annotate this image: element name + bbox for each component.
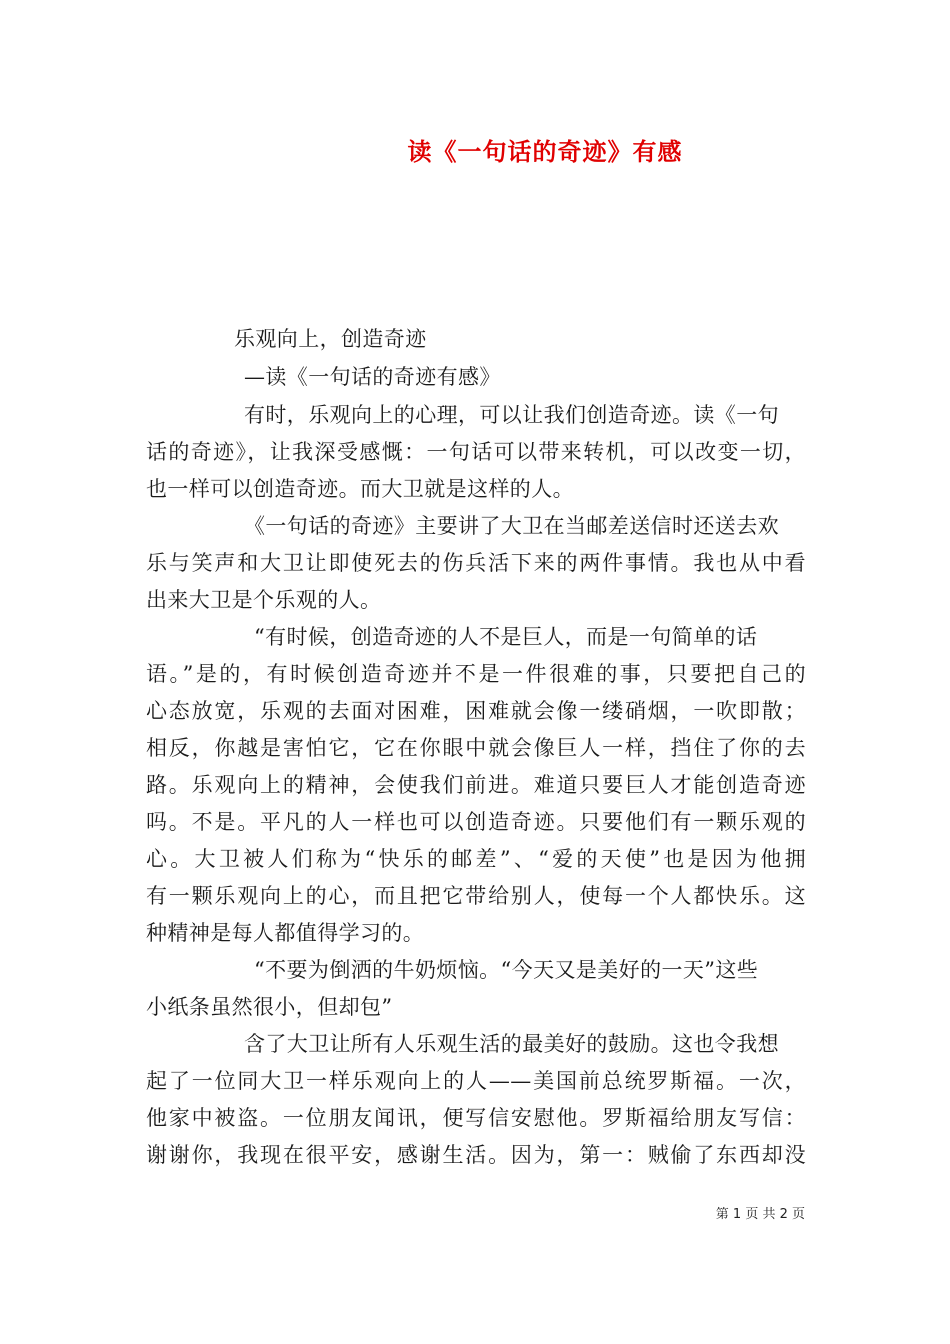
page-number: 第 1 页 共 2 页 [715, 1207, 805, 1222]
paragraph-line: 《一句话的奇迹》主要讲了大卫在当邮差送信时还送去欢 [244, 514, 779, 538]
paragraph-line: 含了大卫让所有人乐观生活的最美好的鼓励。这也令我想 [244, 1032, 779, 1056]
paragraph-line: 小纸条虽然很小，但却包” [146, 995, 393, 1019]
paragraph-line: 出来大卫是个乐观的人。 [146, 588, 382, 612]
paragraph-line: 有一颗乐观向上的心，而且把它带给别人，使每一个人都快乐。这 [146, 884, 806, 908]
paragraph-line: 吗。不是。平凡的人一样也可以创造奇迹。只要他们有一颗乐观的 [146, 810, 806, 834]
paragraph-line: 心。大卫被人们称为“快乐的邮差”、“爱的天使”也是因为他拥 [146, 847, 806, 871]
paragraph-line: 话的奇迹》，让我深受感慨：一句话可以带来转机，可以改变一切， [146, 440, 806, 464]
paragraph-line: 起了一位同大卫一样乐观向上的人——美国前总统罗斯福。一次， [146, 1069, 806, 1093]
paragraph-line: 也一样可以创造奇迹。而大卫就是这样的人。 [146, 477, 574, 501]
paragraph-line: 他家中被盗。一位朋友闻讯，便写信安慰他。罗斯福给朋友写信： [146, 1106, 806, 1130]
paragraph-line: 有时，乐观向上的心理，可以让我们创造奇迹。读《一句 [244, 403, 779, 427]
paragraph-line: “有时候，创造奇迹的人不是巨人，而是一句简单的话 [254, 625, 758, 649]
paragraph-line: 种精神是每人都值得学习的。 [146, 921, 425, 945]
paragraph-line: 谢谢你，我现在很平安，感谢生活。因为，第一：贼偷了东西却没 [146, 1143, 806, 1167]
paragraph-line: 心态放宽，乐观的去面对困难，困难就会像一缕硝烟，一吹即散； [146, 699, 806, 723]
heading-sub: —读《一句话的奇迹有感》 [244, 365, 501, 389]
paragraph-line: “不要为倒洒的牛奶烦恼。“今天又是美好的一天”这些 [254, 958, 759, 982]
heading-main: 乐观向上，创造奇迹 [234, 327, 427, 351]
paragraph-line: 路。乐观向上的精神，会使我们前进。难道只要巨人才能创造奇迹 [146, 773, 806, 797]
paragraph-line: 乐与笑声和大卫让即使死去的伤兵活下来的两件事情。我也从中看 [146, 551, 806, 575]
page-title: 读《一句话的奇迹》有感 [407, 138, 683, 166]
paragraph-line: 语。”是的，有时候创造奇迹并不是一件很难的事，只要把自己的 [146, 662, 806, 686]
paragraph-line: 相反，你越是害怕它，它在你眼中就会像巨人一样，挡住了你的去 [146, 736, 806, 760]
